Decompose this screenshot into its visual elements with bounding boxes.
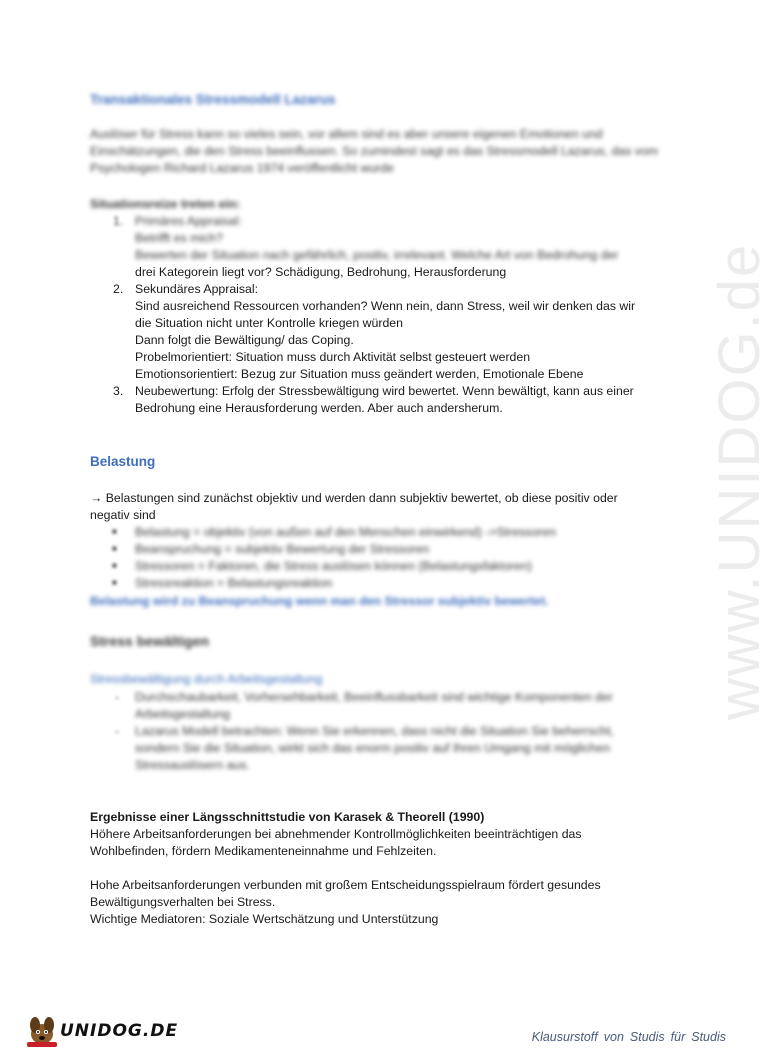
item2-line-4: Dann folgt die Bewältigung/ das Coping. <box>135 333 354 347</box>
item1-line-4: drei Kategorein liegt vor? Schädigung, Bedrohung, Herausforderung <box>135 265 507 279</box>
footer-tagline <box>526 1030 726 1044</box>
intro-line-3: Psychologen Richard Lazarus 1974 veröffentlicht wurde <box>90 161 394 175</box>
dash-marker: - <box>115 724 120 738</box>
list-number: 2. <box>113 282 124 296</box>
bullet-icon: ■ <box>112 561 117 570</box>
bullet-icon: ■ <box>112 578 117 587</box>
watermark: www.UNIDOG.de <box>707 242 772 720</box>
bullet-icon: ■ <box>112 527 117 536</box>
item2-line-5: Probelmorientiert: Situation muss durch Aktivität selbst gesteuert werden <box>135 350 531 364</box>
belastung-summary: Belastung wird zu Beanspruchung wenn man den Stressor subjektiv bewertet. <box>90 594 549 608</box>
section-title-belastung: Belastung <box>90 454 156 469</box>
tagline-word: Studis <box>629 1030 665 1044</box>
item2-line-6: Emotionsorientiert: Bezug zur Situation muss geändert werden, Emotionale Ebene <box>135 367 584 381</box>
item2-line-3: die Situation nicht unter Kontrolle kriegen würden <box>135 316 403 330</box>
tagline-word: von <box>603 1030 624 1044</box>
intro-line-2: Einschätzungen, die den Stress beeinflussen. So zumindest sagt es das Stressmodell Lazarus, das vom <box>90 144 659 158</box>
item2-line-2: Sind ausreichend Ressourcen vorhanden? Wenn nein, dann Stress, weil wir denken das wir <box>135 299 636 313</box>
study-heading: Ergebnisse einer Längsschnittstudie von Karasek & Theorell (1990) <box>90 810 485 824</box>
item3-line-1: Neubewertung: Erfolg der Stressbewältigung wird bewertet. Wenn bewältigt, kann aus einer <box>135 384 634 398</box>
intro-line-1: Auslöser für Stress kann so vieles sein, vor allem sind es aber unsere eigenen Emotionen und <box>90 127 603 141</box>
tagline-word: Klausurstoff <box>531 1030 598 1044</box>
belastung-line-1: → Belastungen sind zunächst objektiv und werden dann subjektiv bewertet, ob diese positiv oder <box>90 491 618 505</box>
item1-line-3: Bewerten der Situation nach gefährlich, positiv, irrelevant. Welche Art von Bedrohung der <box>135 248 619 262</box>
study-p2-line-1: Hohe Arbeitsanforderungen verbunden mit großem Entscheidungsspielraum fördert gesundes <box>90 878 601 892</box>
arbeitsgestaltung-b2-line-3: Stressauslösern aus. <box>135 758 250 772</box>
logo-text: UNIDOG.DE <box>60 1021 179 1041</box>
tagline-word: für <box>670 1030 686 1044</box>
arbeitsgestaltung-b2-line-2: sondern Sie die Situation, wirkt sich das enorm positiv auf Ihren Umgang mit möglichen <box>135 741 611 755</box>
arbeitsgestaltung-b2-line-1: Lazarus Modell betrachten: Wenn Sie erkennen, dass nicht die Situation Sie beherrscht, <box>135 724 614 738</box>
study-p3-line-1: Wichtige Mediatoren: Soziale Wertschätzung und Unterstützung <box>90 912 439 926</box>
bullet-item: Belastung = objektiv (von außen auf den Menschen einwirkend) ->Stressoren <box>135 525 557 539</box>
arbeitsgestaltung-b1-line-2: Arbeitsgestaltung <box>135 707 231 721</box>
list-number: 1. <box>113 214 124 228</box>
section-title-lazarus: Transaktionales Stressmodell Lazarus <box>90 92 336 107</box>
bullet-item: Stressoren = Faktoren, die Stress auslösen können (Belastungsfaktoren) <box>135 559 532 573</box>
arbeitsgestaltung-b1-line-1: Durchschaubarkeit, Vorhersehbarkeit, Beeinflussbarkeit sind wichtige Komponenten der <box>135 690 613 704</box>
situationsreize-heading: Situationsreize treten ein: <box>90 197 241 211</box>
bullet-item: Beanspruchung = subjektiv Bewertung der Stressoren <box>135 542 430 556</box>
tagline-word: Studis <box>691 1030 726 1044</box>
study-p2-line-2: Bewältigungsverhalten bei Stress. <box>90 895 276 909</box>
subtitle-arbeitsgestaltung: Stressbewältigung durch Arbeitsgestaltung <box>90 672 323 686</box>
item2-line-1: Sekundäres Appraisal: <box>135 282 259 296</box>
item1-line-2: Betrifft es mich? <box>135 231 223 245</box>
section-title-stress-bewaeltigen: Stress bewältigen <box>90 633 210 649</box>
item3-line-2: Bedrohung eine Herausforderung werden. Aber auch andersherum. <box>135 401 503 415</box>
bullet-icon: ■ <box>112 544 117 553</box>
item1-line-1: Primäres Appraisal: <box>135 214 242 228</box>
study-p1-line-1: Höhere Arbeitsanforderungen bei abnehmender Kontrollmöglichkeiten beeinträchtigen das <box>90 827 582 841</box>
bullet-item: Stressreaktion = Belastungsreaktion <box>135 576 333 590</box>
list-number: 3. <box>113 384 124 398</box>
belastung-line-2: negativ sind <box>90 508 156 522</box>
study-p1-line-2: Wohlbefinden, fördern Medikamenteneinnahme und Fehlzeiten. <box>90 844 437 858</box>
dash-marker: - <box>115 690 120 704</box>
